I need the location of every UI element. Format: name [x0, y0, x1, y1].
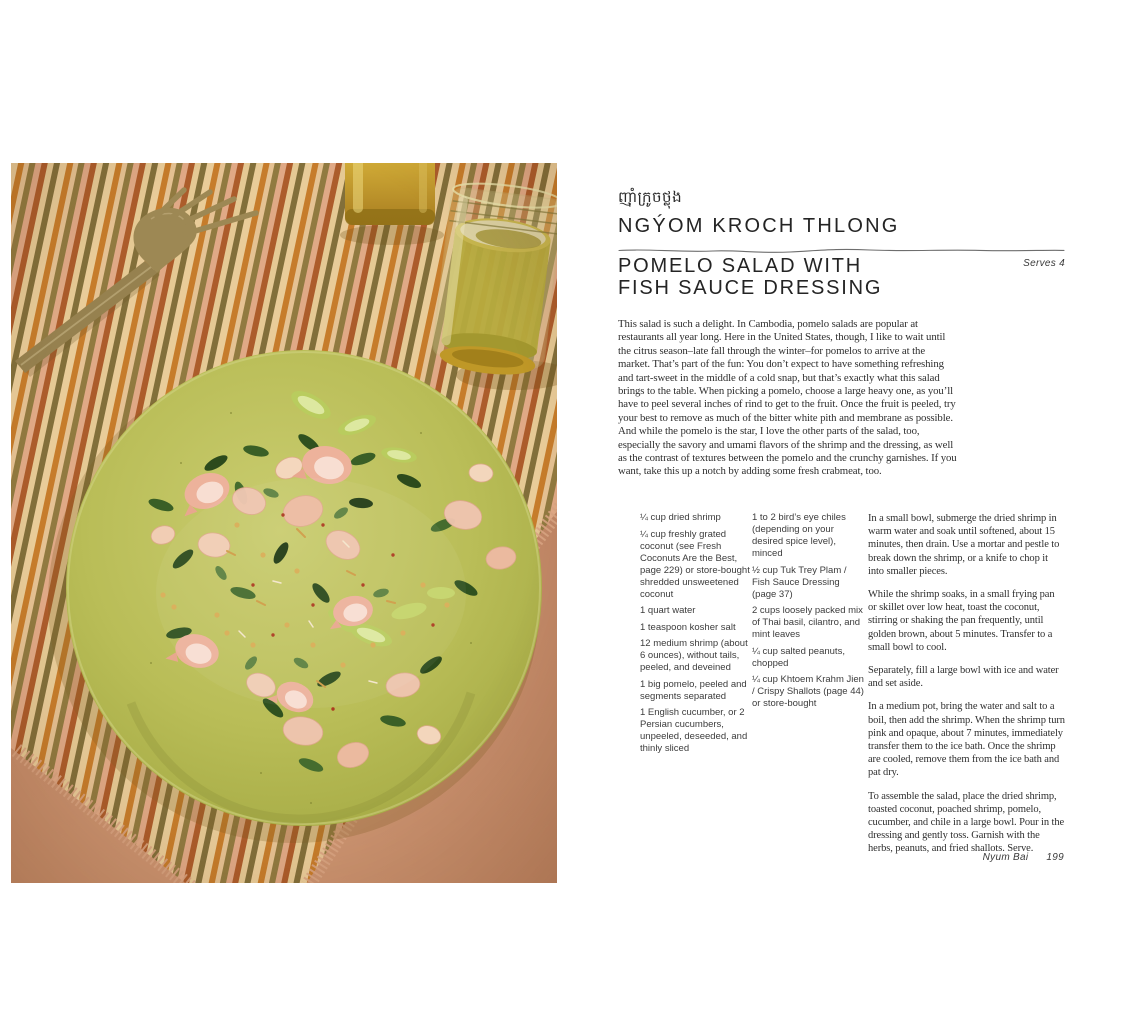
method-step: In a medium pot, bring the water and salt to a boil, then add the shrimp. When the shrimp turn pink and opaque, about 7 minutes, immediately transfer them to the ice bath. Once the shrimp are cooled, remove them from the ice bath and pat dry.	[868, 701, 1065, 779]
romanized-title: NGÝOM KROCH THLONG	[618, 215, 900, 237]
method-column	[868, 512, 1065, 866]
ingredient: ¼ cup salted peanuts, chopped	[752, 645, 845, 669]
recipe-page	[618, 188, 1065, 908]
recipe-title	[618, 255, 882, 299]
ingredient: 1 to 2 bird’s eye chiles (depending on your desired spice level), minced	[752, 512, 846, 559]
ingredient: ½ cup Tuk Trey Plam / Fish Sauce Dressing (page 37)	[752, 564, 847, 600]
intro-paragraph: This salad is such a delight. In Cambodia, pomelo salads are popular at restaurants all year long. Here in the United States, though, I like to wait until the citrus season–late fall through the winter–for pomelos to arrive at the market. That’s part of the fun: You don’t expect to have something refreshing and tart-sweet in the middle of a cold snap, but that’s exactly what this salad brings to the table. When picking a pomelo, choose a large heavy one, as you’ll have to peel several inches of rind to get to the fruit. Once the fruit is peeled, try your best to remove as much of the bitter white pith and membrane as possible. And while the pomelo is the star, I love the other parts of the salad, too, especially the savory and umami flavors of the shrimp and the dressing, as well as the contrast of textures between the pomelo and the crunchy garnishes. If you want, take this up a notch by adding some fresh crabmeat, too.	[618, 318, 957, 478]
hand-drawn-divider	[618, 245, 1065, 255]
method-step: In a small bowl, submerge the dried shrimp in warm water and soak until softened, about 15 minutes, then drain. Use a mortar and pestle to break down the shrimp, or a knife to chop it into smaller pieces.	[868, 513, 1060, 577]
ingredient: 1 big pomelo, peeled and segments separated	[640, 678, 747, 702]
ingredient: 2 cups loosely packed mix of Thai basil, cilantro, and mint leaves	[752, 605, 863, 640]
ingredient: 1 English cucumber, or 2 Persian cucumbers, unpeeled, deseeded, and thinly sliced	[640, 707, 748, 754]
recipe-title-line1: POMELO SALAD WITH	[618, 255, 862, 277]
method-step: To assemble the salad, place the dried shrimp, toasted coconut, poached shrimp, pomelo, cucumber, and chile in a large bowl. Pour in the dressing and gently toss. Garnish with the herbs, peanuts, and fried shallots. Serve.	[868, 790, 1065, 855]
method-step: Separately, fill a large bowl with ice and water and set aside.	[868, 665, 1059, 690]
ingredients-column-1	[640, 512, 750, 760]
page-number: 199	[1046, 852, 1064, 863]
recipe-photo	[11, 163, 557, 883]
book-title: Nyum Bai	[982, 852, 1029, 863]
ingredient: ¼ cup dried shrimp	[640, 512, 721, 523]
recipe-title-line2: FISH SAUCE DRESSING	[618, 277, 883, 299]
khmer-title: ញ៉ាំក្រូចថ្លុង	[618, 188, 683, 206]
ingredients-column-2	[752, 512, 864, 715]
recipe-body	[618, 512, 1065, 866]
ingredient: ¼ cup freshly grated coconut (see Fresh Coconuts Are the Best, page 229) or store-bought shredded unsweetened coconut	[640, 528, 750, 600]
method-step: While the shrimp soaks, in a small frying pan or skillet over low heat, toast the coconut, stirring or shaking the pan frequently, until golden brown, about 5 minutes. Transfer to a small bowl to cool.	[868, 589, 1055, 653]
page-footer	[983, 852, 1064, 863]
ingredient: 1 teaspoon kosher salt	[640, 621, 736, 633]
photo-vignette	[11, 163, 557, 883]
ingredient: 1 quart water	[640, 605, 696, 616]
serves-label: Serves 4	[1023, 258, 1065, 269]
ingredient: ¼ cup Khtoem Krahm Jien / Crispy Shallots (page 44) or store-bought	[752, 674, 864, 709]
ingredient: 12 medium shrimp (about 6 ounces), without tails, peeled, and deveined	[640, 638, 748, 673]
